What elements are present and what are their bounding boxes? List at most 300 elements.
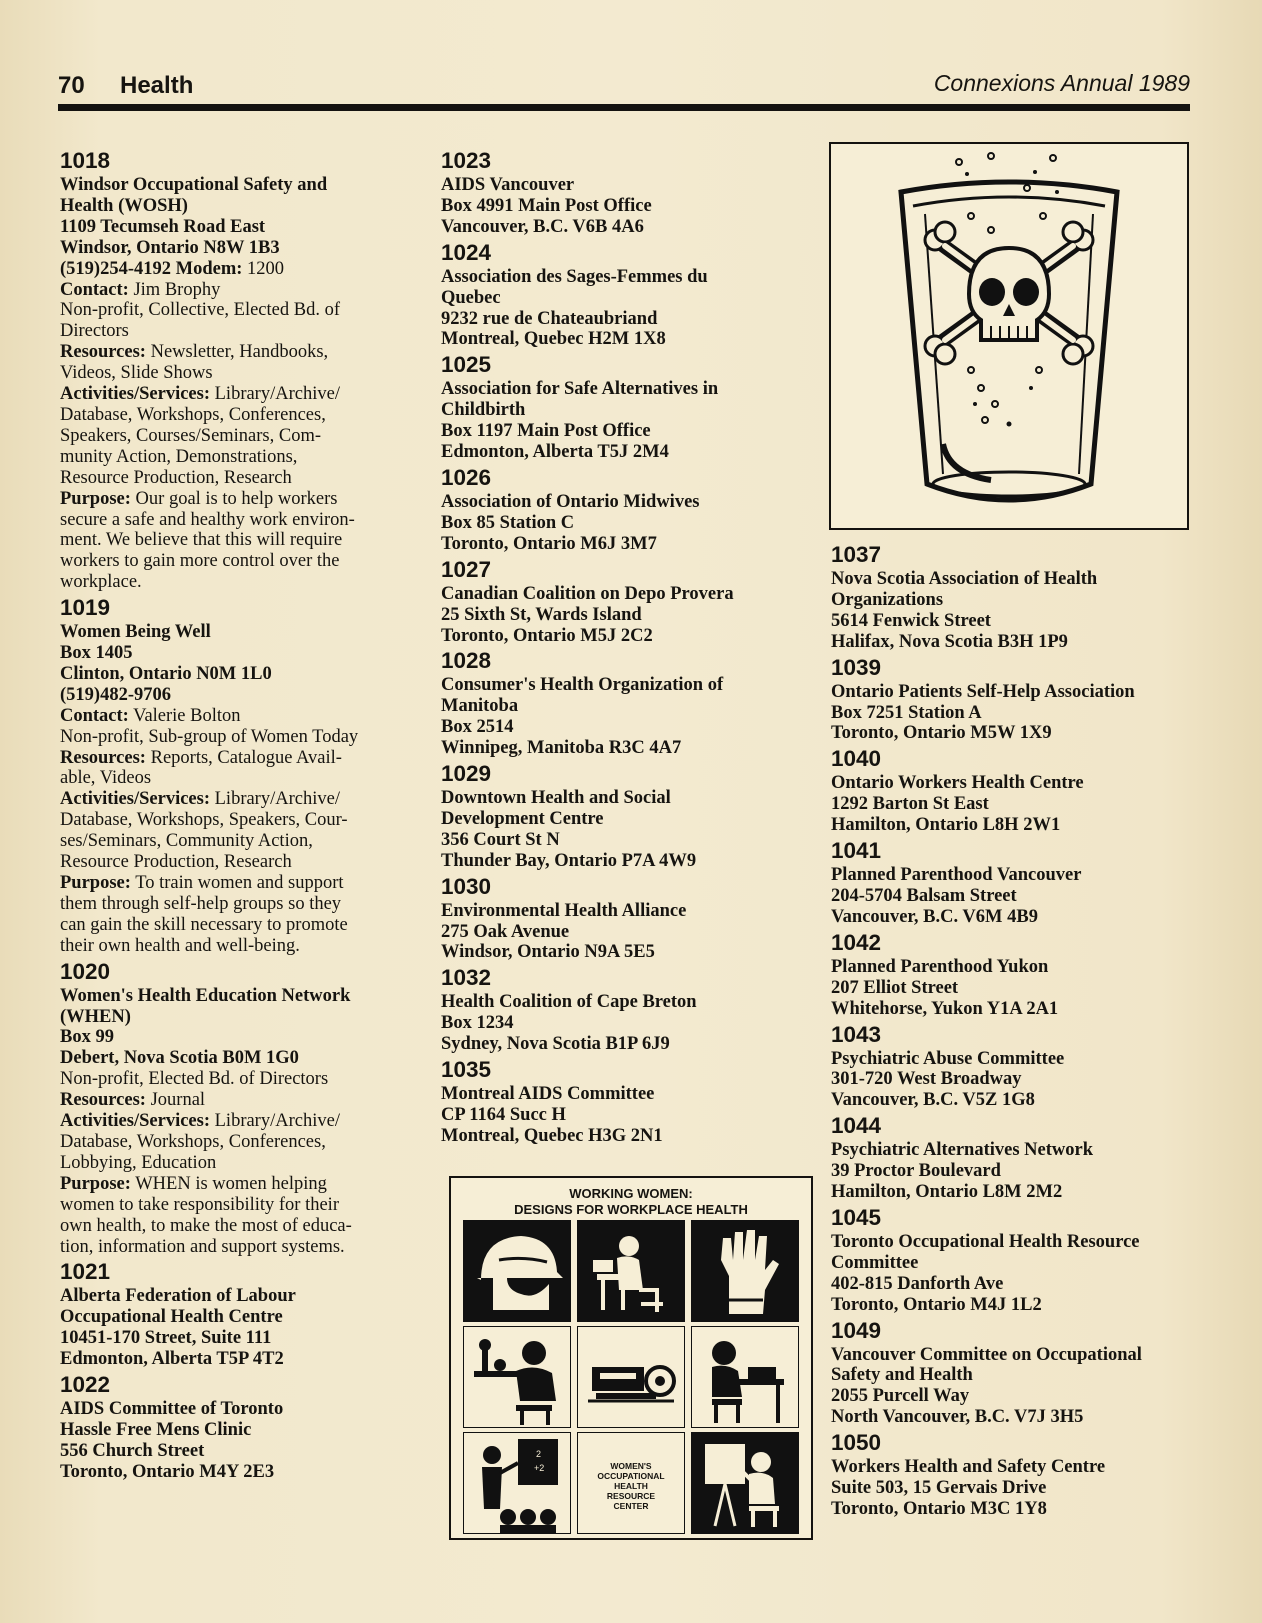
entry-line: [60, 936, 425, 957]
field-text: ment. We believe that this will require: [60, 530, 343, 551]
page-number: 70: [58, 72, 85, 99]
entry-line: [441, 992, 806, 1013]
entry-line: [60, 489, 425, 510]
field-text: Windsor Occupational Safety and: [60, 175, 328, 195]
directory-entry: [60, 1257, 425, 1370]
entry-line: [60, 1237, 425, 1258]
entry-line: [60, 831, 425, 852]
entry-line: [60, 321, 425, 342]
entry-line: [831, 1365, 1191, 1386]
field-text: Thunder Bay, Ontario P7A 4W9: [441, 850, 697, 871]
field-text: Non-profit, Sub-group of Women Today: [60, 726, 359, 747]
entry-line: [60, 300, 425, 321]
entry-line: [831, 1407, 1191, 1428]
directory-entry: [441, 463, 806, 555]
field-label: Purpose:: [60, 1173, 131, 1194]
field-text: 275 Oak Avenue: [441, 921, 570, 942]
field-text: Box 2514: [441, 717, 514, 738]
field-text: Organizations: [831, 589, 944, 610]
entry-line: [60, 1069, 425, 1090]
field-text: Edmonton, Alberta T5P 4T2: [60, 1349, 284, 1370]
field-text: Manitoba: [441, 696, 519, 717]
directory-entry: [441, 238, 806, 351]
entry-line: [60, 894, 425, 915]
field-text: women to take responsibility for their: [60, 1194, 339, 1215]
field-text: Directors: [60, 321, 129, 342]
field-text: Safety and Health: [831, 1365, 973, 1386]
field-text: Vancouver, B.C. V5Z 1G8: [831, 1090, 1035, 1111]
entry-line: [60, 468, 425, 489]
directory-entry: [831, 1316, 1191, 1429]
field-text: Database, Workshops, Speakers, Cour-: [60, 810, 348, 831]
entry-line: [441, 922, 806, 943]
field-text: Box 7251 Station A: [831, 702, 982, 723]
entry-line: [831, 1253, 1191, 1274]
field-text: Box 1234: [441, 1013, 514, 1034]
entry-line: [60, 622, 425, 643]
entry-line: [831, 1457, 1191, 1478]
directory-entry: [60, 1370, 425, 1483]
entry-line: [441, 1013, 806, 1034]
entry-line: [831, 1161, 1191, 1182]
field-text: Winnipeg, Manitoba R3C 4A7: [441, 738, 682, 759]
directory-entry: [60, 146, 425, 593]
center-logo: [577, 1432, 685, 1534]
field-label: Purpose:: [60, 873, 131, 893]
field-text: Nova Scotia Association of Health: [831, 569, 1098, 589]
entry-line: [441, 942, 806, 963]
field-text: 25 Sixth St, Wards Island: [441, 604, 642, 625]
field-text: Toronto, Ontario M6J 3M7: [441, 533, 657, 554]
entry-line: [831, 1049, 1191, 1070]
entry-line: [831, 1232, 1191, 1253]
field-text: 5614 Fenwick Street: [831, 610, 991, 631]
field-label: Contact:: [60, 705, 129, 726]
field-text: workers to gain more control over the: [60, 551, 340, 572]
poster-title-line-2: DESIGNS FOR WORKPLACE HEALTH: [514, 1202, 748, 1217]
field-text: Valerie Bolton: [128, 705, 241, 726]
entry-line: [60, 1174, 425, 1195]
entry-line: [60, 1153, 425, 1174]
sewing-worker-icon: [577, 1220, 685, 1322]
entry-line: [441, 1084, 806, 1105]
poison-glass-illustration: [829, 142, 1189, 530]
entry-line: [60, 405, 425, 426]
column-3: [831, 540, 1191, 1520]
field-text: Hamilton, Ontario L8M 2M2: [831, 1182, 1063, 1203]
entry-line: [60, 1195, 425, 1216]
entry-line: [441, 513, 806, 534]
entry-number: 1035: [441, 1057, 492, 1083]
field-text: Association for Safe Alternatives in: [441, 379, 719, 400]
entry-line: [60, 789, 425, 810]
entry-line: [60, 685, 425, 706]
entry-line: [441, 267, 806, 288]
entry-line: [831, 703, 1191, 724]
field-text: Environmental Health Alliance: [441, 900, 687, 921]
field-text: Sydney, Nova Scotia B1P 6J9: [441, 1034, 670, 1055]
directory-entry: [831, 836, 1191, 928]
entry-number: 1027: [441, 556, 492, 582]
field-text: Health Coalition of Cape Breton: [441, 992, 697, 1013]
field-text: Psychiatric Alternatives Network: [831, 1140, 1094, 1161]
entry-line: [441, 717, 806, 738]
field-text: Montreal AIDS Committee: [441, 1084, 655, 1105]
page-header: [58, 68, 1190, 104]
entry-line: [60, 1111, 425, 1132]
section-title: Health: [120, 72, 194, 99]
entry-line: [60, 196, 425, 217]
artist-icon: [691, 1432, 799, 1534]
working-women-poster: [449, 1176, 813, 1540]
entry-line: [60, 1399, 425, 1420]
entry-line: [831, 1386, 1191, 1407]
entry-line: [831, 773, 1191, 794]
field-text: 1200: [242, 258, 285, 279]
field-text: Edmonton, Alberta T5J 2M4: [441, 442, 669, 463]
entry-line: [60, 915, 425, 936]
svg-text:+2: +2: [534, 1463, 545, 1473]
field-text: Hassle Free Mens Clinic: [60, 1419, 252, 1440]
entry-number: 1044: [831, 1113, 882, 1139]
entry-line: [831, 1478, 1191, 1499]
entry-line: [831, 611, 1191, 632]
field-text: Box 1197 Main Post Office: [441, 421, 651, 442]
entry-line: [441, 584, 806, 605]
field-text: Database, Workshops, Conferences,: [60, 1131, 326, 1152]
field-text: Non-profit, Collective, Elected Bd. of: [60, 300, 340, 321]
field-text: Journal: [145, 1090, 206, 1111]
entry-number: 1025: [441, 352, 492, 378]
field-text: Committee: [831, 1252, 919, 1273]
field-text: Hamilton, Ontario L8H 2W1: [831, 815, 1061, 836]
entry-line: [60, 706, 425, 727]
glove-icon: [691, 1220, 799, 1322]
entry-line: [60, 384, 425, 405]
field-text: Vancouver Committee on Occupational: [831, 1344, 1142, 1365]
field-text: AIDS Vancouver: [441, 175, 575, 195]
entry-line: [60, 1328, 425, 1349]
field-text: Non-profit, Elected Bd. of Directors: [60, 1069, 329, 1090]
field-text: Box 4991 Main Post Office: [441, 195, 652, 216]
entry-line: [441, 492, 806, 513]
directory-entry: [60, 593, 425, 957]
field-label: Activities/Services:: [60, 789, 210, 810]
entry-line: [831, 569, 1191, 590]
field-text: North Vancouver, B.C. V7J 3H5: [831, 1407, 1084, 1428]
entry-number: 1043: [831, 1021, 882, 1047]
lab-worker-icon: [463, 1326, 571, 1428]
field-text: Toronto, Ontario M4J 1L2: [831, 1294, 1042, 1315]
field-text: 556 Church Street: [60, 1440, 205, 1461]
entry-line: [831, 1345, 1191, 1366]
field-text: Planned Parenthood Vancouver: [831, 865, 1082, 886]
field-text: Workers Health and Safety Centre: [831, 1457, 1106, 1478]
field-text: Library/Archive/: [210, 384, 340, 405]
center-logo-line: OCCUPATIONAL: [597, 1471, 665, 1481]
entry-line: [60, 530, 425, 551]
field-text: Toronto, Ontario M4Y 2E3: [60, 1461, 275, 1482]
entry-number: 1032: [441, 965, 492, 991]
entry-line: [60, 1307, 425, 1328]
entry-number: 1023: [441, 148, 492, 173]
entry-line: [441, 534, 806, 555]
directory-entry: [831, 1111, 1191, 1203]
entry-line: [60, 217, 425, 238]
field-text: Association des Sages-Femmes du: [441, 266, 708, 287]
field-text: Our goal is to help workers: [130, 488, 338, 509]
field-text: Planned Parenthood Yukon: [831, 956, 1049, 977]
field-text: Videos, Slide Shows: [60, 363, 213, 384]
field-label: Resources:: [60, 747, 146, 768]
field-text: 2055 Purcell Way: [831, 1386, 970, 1407]
field-text: Montreal, Quebec H3G 2N1: [441, 1125, 663, 1146]
field-text: Childbirth: [441, 400, 526, 421]
entry-line: [60, 873, 425, 894]
field-text: Quebec: [441, 287, 501, 308]
center-logo-line: WOMEN'S: [610, 1461, 652, 1471]
field-text: ses/Seminars, Community Action,: [60, 831, 313, 852]
field-label: Purpose:: [60, 488, 131, 509]
field-text: 1292 Barton St East: [831, 794, 989, 815]
field-text: Montreal, Quebec H2M 1X8: [441, 329, 666, 350]
entry-line: [441, 830, 806, 851]
entry-line: [441, 605, 806, 626]
center-logo-text: [578, 1461, 684, 1511]
entry-line: [60, 510, 425, 531]
field-text: Resource Production, Research: [60, 852, 292, 873]
teacher-icon: [463, 1432, 571, 1534]
field-text: own health, to make the most of educa-: [60, 1215, 352, 1236]
poster-title-line-1: WORKING WOMEN:: [569, 1186, 693, 1201]
directory-entry: [441, 759, 806, 872]
field-text: secure a safe and healthy work environ-: [60, 509, 355, 530]
entry-line: [441, 738, 806, 759]
entry-line: [60, 1090, 425, 1111]
field-text: munity Action, Demonstrations,: [60, 446, 298, 467]
field-text: WHEN is women helping: [130, 1173, 327, 1194]
entry-line: [441, 309, 806, 330]
field-text: Development Centre: [441, 808, 604, 829]
center-logo-line: HEALTH: [614, 1481, 648, 1491]
entry-line: [441, 901, 806, 922]
field-text: Reports, Catalogue Avail-: [145, 747, 342, 768]
entry-line: [60, 1349, 425, 1370]
entry-line: [831, 723, 1191, 744]
field-label: Activities/Services:: [60, 384, 210, 405]
poison-glass-icon: [831, 144, 1187, 528]
entry-line: [831, 794, 1191, 815]
field-text: their own health and well-being.: [60, 935, 300, 956]
field-text: 207 Elliot Street: [831, 977, 959, 998]
directory-entry: [441, 146, 806, 238]
field-text: Occupational Health Centre: [60, 1307, 283, 1328]
field-text: Jim Brophy: [128, 279, 221, 300]
typist-icon: [691, 1326, 799, 1428]
poster-title: [451, 1186, 811, 1218]
entry-line: [60, 238, 425, 259]
field-text: Toronto Occupational Health Resource: [831, 1231, 1140, 1252]
field-text: can gain the skill necessary to promote: [60, 914, 348, 935]
entry-number: 1041: [831, 838, 882, 864]
entry-line: [60, 572, 425, 593]
entry-line: [831, 590, 1191, 611]
field-text: 204-5704 Balsam Street: [831, 885, 1017, 906]
field-text: Health (WOSH): [60, 195, 188, 216]
directory-entry: [831, 540, 1191, 653]
sewing-machine-icon: [577, 1326, 685, 1428]
entry-line: [831, 1090, 1191, 1111]
hardhat-worker-icon: [463, 1220, 571, 1322]
field-text: Toronto, Ontario M5J 2C2: [441, 625, 653, 646]
field-text: Box 1405: [60, 643, 133, 664]
entry-line: [441, 175, 806, 196]
entry-number: 1021: [60, 1259, 111, 1285]
entry-number: 1039: [831, 654, 882, 680]
entry-number: 1026: [441, 464, 492, 490]
entry-number: 1022: [60, 1372, 111, 1398]
entry-line: [831, 1140, 1191, 1161]
entry-line: [441, 196, 806, 217]
entry-number: 1029: [441, 761, 492, 787]
entry-line: [441, 442, 806, 463]
field-text: Alberta Federation of Labour: [60, 1286, 296, 1307]
publication-title: Connexions Annual 1989: [933, 70, 1190, 96]
field-text: Vancouver, B.C. V6B 4A6: [441, 216, 644, 237]
entry-line: [60, 1420, 425, 1441]
field-text: Ontario Patients Self-Help Association: [831, 681, 1135, 702]
entry-line: [831, 1182, 1191, 1203]
entry-line: [60, 1007, 425, 1028]
column-1: [60, 146, 425, 1483]
field-text: Database, Workshops, Conferences,: [60, 404, 326, 425]
entry-line: [441, 1034, 806, 1055]
entry-line: [441, 400, 806, 421]
field-text: tion, information and support systems.: [60, 1236, 345, 1257]
field-text: able, Videos: [60, 768, 152, 789]
directory-entry: [441, 350, 806, 463]
entry-line: [60, 986, 425, 1007]
field-text: Speakers, Courses/Seminars, Com-: [60, 425, 322, 446]
directory-entry: [831, 1428, 1191, 1520]
svg-text:2: 2: [536, 1449, 542, 1459]
field-text: Halifax, Nova Scotia B3H 1P9: [831, 631, 1068, 652]
directory-entry: [831, 1203, 1191, 1316]
entry-line: [441, 809, 806, 830]
entry-line: [831, 1069, 1191, 1090]
field-label: Activities/Services:: [60, 1111, 210, 1132]
directory-entry: [831, 744, 1191, 836]
entry-line: [831, 1295, 1191, 1316]
column-2: [441, 146, 806, 1147]
entry-number: 1030: [441, 873, 492, 899]
entry-line: [60, 175, 425, 196]
entry-number: 1020: [60, 958, 111, 984]
field-text: 9232 rue de Chateaubriand: [441, 308, 658, 329]
field-label: Resources:: [60, 342, 146, 363]
field-text: Suite 503, 15 Gervais Drive: [831, 1478, 1047, 1499]
entry-line: [60, 342, 425, 363]
field-text: them through self-help groups so they: [60, 893, 342, 914]
field-text: Whitehorse, Yukon Y1A 2A1: [831, 998, 1059, 1019]
directory-entry: [441, 963, 806, 1055]
entry-line: [60, 551, 425, 572]
field-text: Library/Archive/: [210, 1111, 340, 1132]
entry-line: [831, 978, 1191, 999]
entry-number: 1050: [831, 1430, 882, 1456]
entry-line: [60, 727, 425, 748]
entry-line: [60, 280, 425, 301]
entry-line: [441, 379, 806, 400]
entry-number: 1049: [831, 1317, 882, 1343]
directory-entry: [441, 555, 806, 647]
field-text: (519)482-9706: [60, 684, 171, 705]
entry-line: [60, 1027, 425, 1048]
field-text: 39 Proctor Boulevard: [831, 1161, 1001, 1182]
directory-entry: [441, 872, 806, 964]
field-text: Resource Production, Research: [60, 467, 292, 488]
field-text: 356 Court St N: [441, 829, 560, 850]
field-text: CP 1164 Succ H: [441, 1105, 566, 1125]
entry-number: 1024: [441, 239, 492, 265]
entry-line: [60, 1132, 425, 1153]
entry-line: [60, 1216, 425, 1237]
field-text: Box 99: [60, 1027, 114, 1048]
field-text: 1109 Tecumseh Road East: [60, 216, 266, 237]
entry-number: 1037: [831, 542, 882, 567]
entry-line: [60, 1048, 425, 1069]
field-text: To train women and support: [130, 873, 344, 893]
center-logo-line: CENTER: [613, 1501, 649, 1511]
entry-line: [60, 426, 425, 447]
field-text: Association of Ontario Midwives: [441, 491, 700, 512]
entry-line: [831, 1499, 1191, 1520]
entry-line: [60, 768, 425, 789]
entry-line: [60, 1441, 425, 1462]
directory-entry: [831, 1020, 1191, 1112]
directory-entry: [831, 653, 1191, 745]
field-text: Toronto, Ontario M5W 1X9: [831, 723, 1052, 744]
field-label: (519)254-4192 Modem:: [60, 258, 243, 279]
entry-line: [441, 329, 806, 350]
entry-line: [441, 217, 806, 238]
entry-line: [441, 788, 806, 809]
field-text: workplace.: [60, 572, 142, 593]
entry-line: [60, 447, 425, 468]
field-label: Resources:: [60, 1090, 146, 1111]
field-text: Ontario Workers Health Centre: [831, 773, 1084, 794]
entry-line: [60, 643, 425, 664]
entry-number: 1019: [60, 595, 111, 621]
entry-line: [60, 363, 425, 384]
entry-line: [831, 999, 1191, 1020]
field-text: 10451-170 Street, Suite 111: [60, 1328, 272, 1349]
entry-line: [831, 632, 1191, 653]
entry-line: [831, 907, 1191, 928]
entry-number: 1018: [60, 148, 111, 173]
field-text: (WHEN): [60, 1006, 131, 1027]
directory-entry: [441, 646, 806, 759]
entry-line: [441, 1105, 806, 1126]
entry-line: [60, 748, 425, 769]
entry-number: 1028: [441, 648, 492, 674]
directory-entry: [441, 1055, 806, 1147]
entry-number: 1040: [831, 746, 882, 772]
entry-line: [831, 957, 1191, 978]
entry-number: 1042: [831, 929, 882, 955]
field-text: Windsor, Ontario N9A 5E5: [441, 942, 655, 963]
entry-line: [441, 696, 806, 717]
